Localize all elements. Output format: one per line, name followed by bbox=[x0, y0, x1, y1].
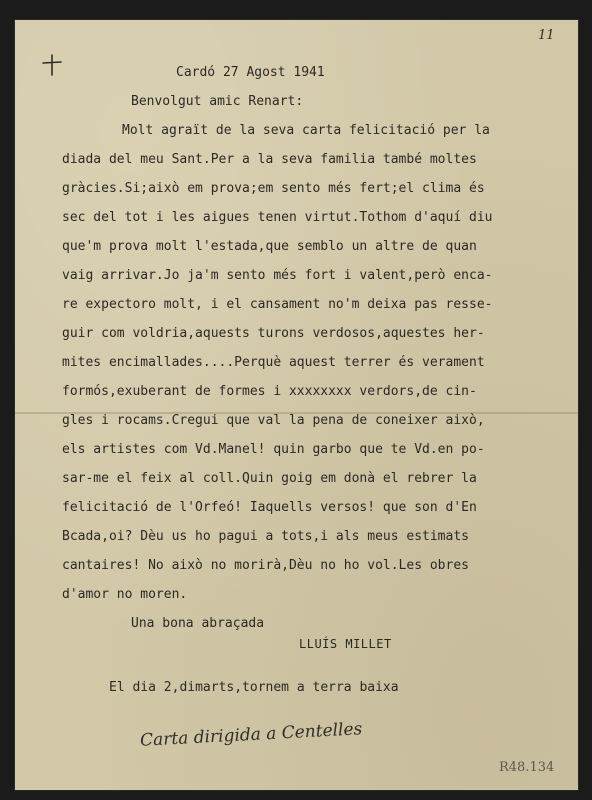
archive-reference: R48.134 bbox=[499, 760, 555, 775]
body-line: Molt agraït de la seva carta felicitació per la bbox=[122, 123, 490, 138]
body-line: formós,exuberant de formes i xxxxxxxx verdors,de cin- bbox=[62, 384, 477, 399]
body-line: cantaires! No això no morirà,Dèu no ho vol.Les obres bbox=[62, 558, 469, 573]
body-line: mites encimallades....Perquè aquest terrer és verament bbox=[62, 355, 485, 370]
cross-mark-icon bbox=[42, 54, 62, 76]
body-line: gles i rocams.Cregui que val la pena de coneixer això, bbox=[62, 413, 485, 428]
body-line: re expectoro molt, i el cansament no'm deixa pas resse- bbox=[62, 297, 493, 312]
body-line: vaig arrivar.Jo ja'm sento més fort i valent,però enca- bbox=[62, 268, 493, 283]
page-number: 11 bbox=[538, 28, 555, 43]
letter-closing: Una bona abraçada bbox=[131, 616, 265, 631]
letter-date: Cardó 27 Agost 1941 bbox=[176, 65, 325, 80]
letter-page bbox=[15, 20, 578, 790]
letter-postscript: El dia 2,dimarts,tornem a terra baixa bbox=[109, 680, 399, 695]
body-line: guir com voldria,aquests turons verdosos,aquestes her- bbox=[62, 326, 485, 341]
handwritten-note: Carta dirigida a Centelles bbox=[139, 719, 363, 751]
body-line: els artistes com Vd.Manel! quin garbo que te Vd.en po- bbox=[62, 442, 485, 457]
letter-salutation: Benvolgut amic Renart: bbox=[131, 94, 304, 109]
body-line: Bcada,oi? Dèu us ho pagui a tots,i als meus estimats bbox=[62, 529, 469, 544]
body-line: d'amor no moren. bbox=[62, 587, 188, 602]
body-line: diada del meu Sant.Per a la seva familia també moltes bbox=[62, 152, 477, 167]
body-line: sec del tot i les aigues tenen virtut.Tothom d'aquí diu bbox=[62, 210, 493, 225]
body-line: gràcies.Si;això em prova;em sento més fert;el clima és bbox=[62, 181, 485, 196]
body-line: felicitació de l'Orfeó! Iaquells versos! que son d'En bbox=[62, 500, 477, 515]
letter-signature: LLUÍS MILLET bbox=[299, 637, 392, 651]
body-line: sar-me el feix al coll.Quin goig em donà el rebrer la bbox=[62, 471, 477, 486]
body-line: que'm prova molt l'estada,que semblo un altre de quan bbox=[62, 239, 477, 254]
